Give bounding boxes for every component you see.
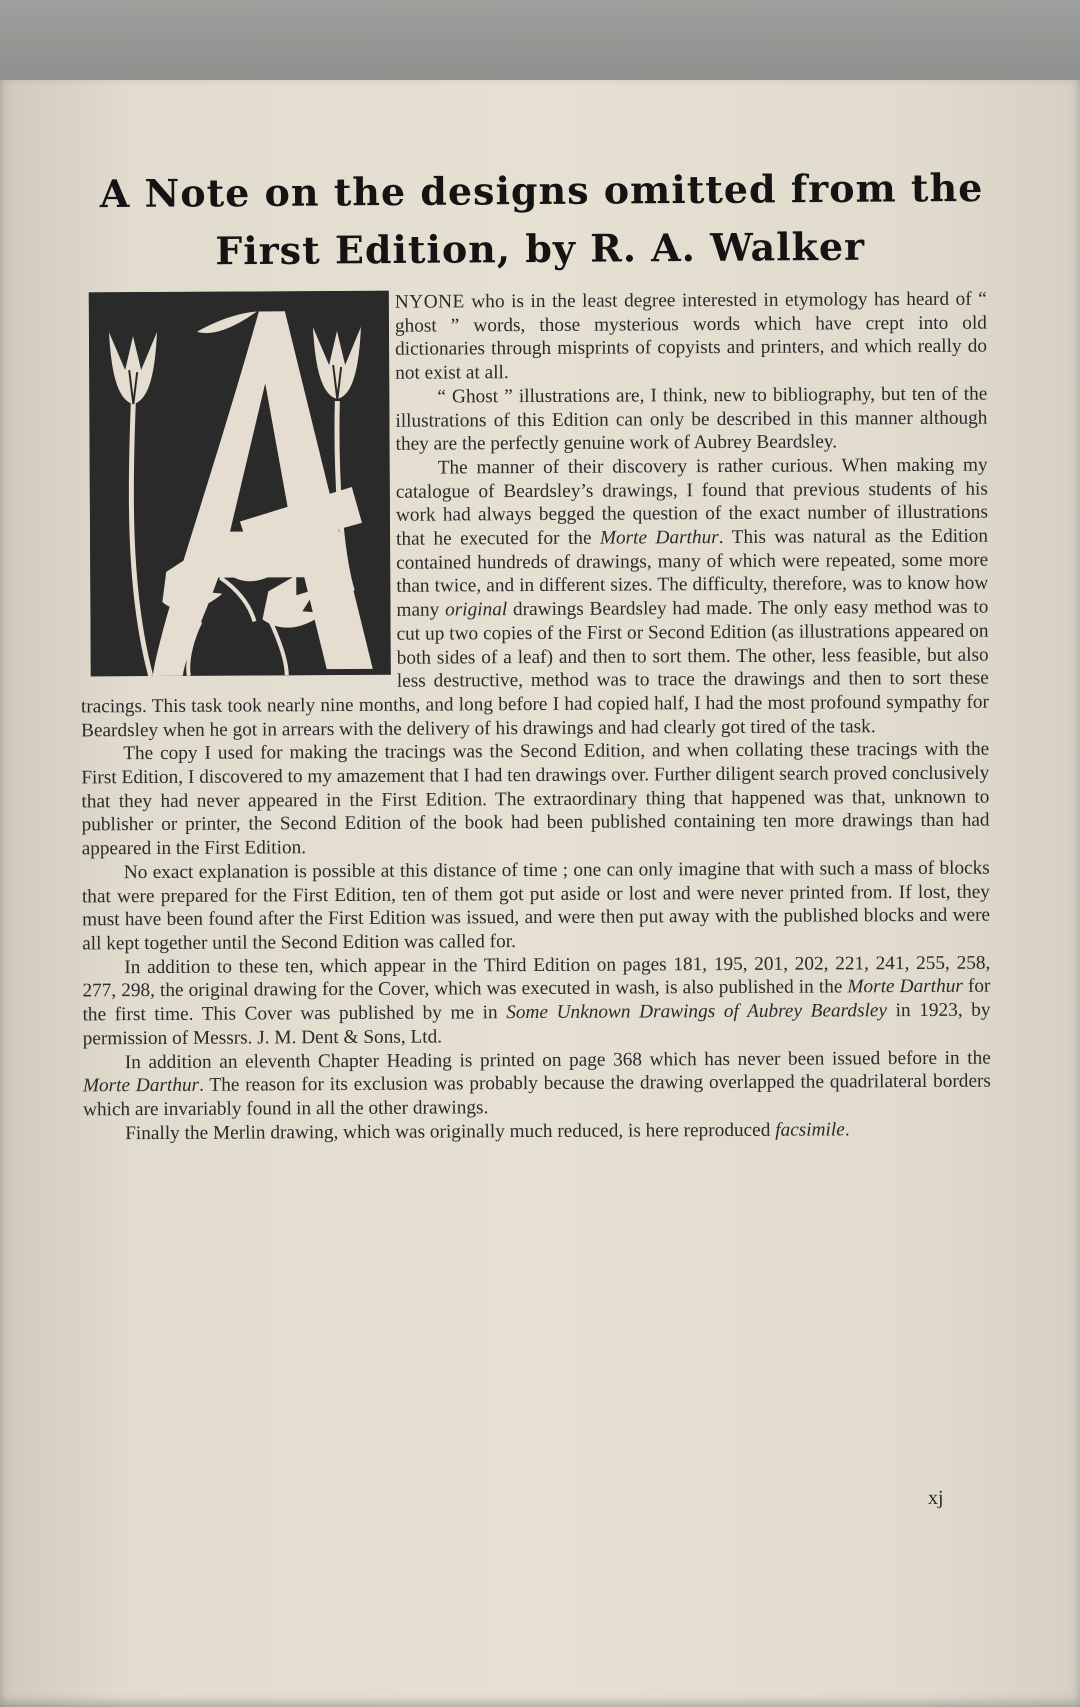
floral-initial-illustration xyxy=(89,291,391,677)
title-morte-darthur: Morte Darthur xyxy=(82,1074,200,1097)
paragraph-8 xyxy=(83,1117,991,1145)
paragraph-3-part-a: The manner of their discovery is rather curious. When making my catalogue of Beardsley’s drawings, I found that previous students of his work had always begged the question of the exact number of illustrations that he executed for the xyxy=(395,454,988,550)
page-number: xj xyxy=(927,1486,944,1510)
photo-background xyxy=(0,0,1080,92)
paragraph-1-lead: NYONE xyxy=(394,291,465,313)
paragraph-3-part-c: drawings Beardsley had made. The only easy method was to cut up two copies of the First or Second Edition (as illustrations appeared on both sides of a leaf) and then to sort them. The other, less feasible, but also less destructive, method was to trace the drawings and then to sort these tracings. This task took nearly nine months, and long before I had copied half, I had the most profound sympathy for Beardsley when he got in arrears with the delivery of his drawings and had clearly got tired of the task. xyxy=(80,596,989,742)
paragraph-8-part-b: . xyxy=(844,1118,850,1140)
title-morte-darthur: Morte Darthur xyxy=(599,527,719,549)
paragraph-6-part-c: in 1923, by permission of Messrs. J. M. Dent & Sons, Ltd. xyxy=(82,999,991,1050)
paragraph-2: “ Ghost ” illustrations are, I think, new to bibliography, but ten of the illustrations of this Edition can only be described in this manner although they are the perfectly genuine work of Aubrey Beardsley. xyxy=(395,383,988,455)
emphasis-original: original xyxy=(445,599,508,621)
title-morte-darthur: Morte Darthur xyxy=(847,976,963,998)
paragraph-7 xyxy=(83,1046,991,1122)
body-text xyxy=(79,288,993,1533)
paragraph-6 xyxy=(82,951,990,1051)
emphasis-facsimile: facsimile xyxy=(775,1118,845,1141)
title-line-1: A Note on the designs omitted from the xyxy=(99,164,984,217)
paragraph-1-body: who is in the least degree interested in etymology has heard of “ ghost ” words, those mysterious words which have crept into old dictionaries through misprints of copyists and printers, and which really do not exist at all. xyxy=(394,288,988,384)
title-line-2: First Edition, by R. A. Walker xyxy=(215,223,866,274)
paragraph-8-part-a: Finally the Merlin drawing, which was originally much reduced, is here reproduced xyxy=(125,1119,776,1144)
paragraph-5: No exact explanation is possible at this distance of time ; one can only imagine that with such a mass of blocks that were prepared for the First Edition, ten of them got put aside or lost and were never printed from. If lost, they must have been found after the First Edition was issued, and were then put away with the published blocks and were all kept together until the Second Edition was called for. xyxy=(81,857,991,955)
paragraph-3-part-b: . This was natural as the Edition contained hundreds of drawings, many of which were repeated, some more than twice, and in different sizes. The difficulty, therefore, was to know how many xyxy=(396,525,989,621)
paragraph-7-part-b: . The reason for its exclusion was probably because the drawing overlapped the quadrilateral borders which are invariably found in all the other drawings. xyxy=(82,1070,991,1121)
page-title xyxy=(99,159,984,281)
paragraph-7-part-a: In addition an eleventh Chapter Heading is printed on page 368 which has never been issued before in the xyxy=(124,1047,991,1073)
paragraph-6-part-b: for the first time. This Cover was published by me in xyxy=(82,976,991,1026)
title-some-unknown-drawings: Some Unknown Drawings of Aubrey Beardsley xyxy=(506,1000,888,1024)
decorated-initial-a xyxy=(89,291,391,677)
paragraph-4: The copy I used for making the tracings was the Second Edition, and when collating these tracings with the First Edition, I discovered to my amazement that I had ten drawings over. Further diligent search proved conclusively that they had never appeared in the First Edition. The extraordinary thing that happened was that, unknown to publisher or printer, the Second Edition of the book had been published containing ten more drawings than had appeared in the First Edition. xyxy=(81,738,990,860)
paragraph-6-part-a: In addition to these ten, which appear in the Third Edition on pages 181, 195, 201, 202, 221, 241, 255, 258, 277, 298, the original drawing for the Cover, which was executed in wash, is also published in the xyxy=(82,952,991,1002)
